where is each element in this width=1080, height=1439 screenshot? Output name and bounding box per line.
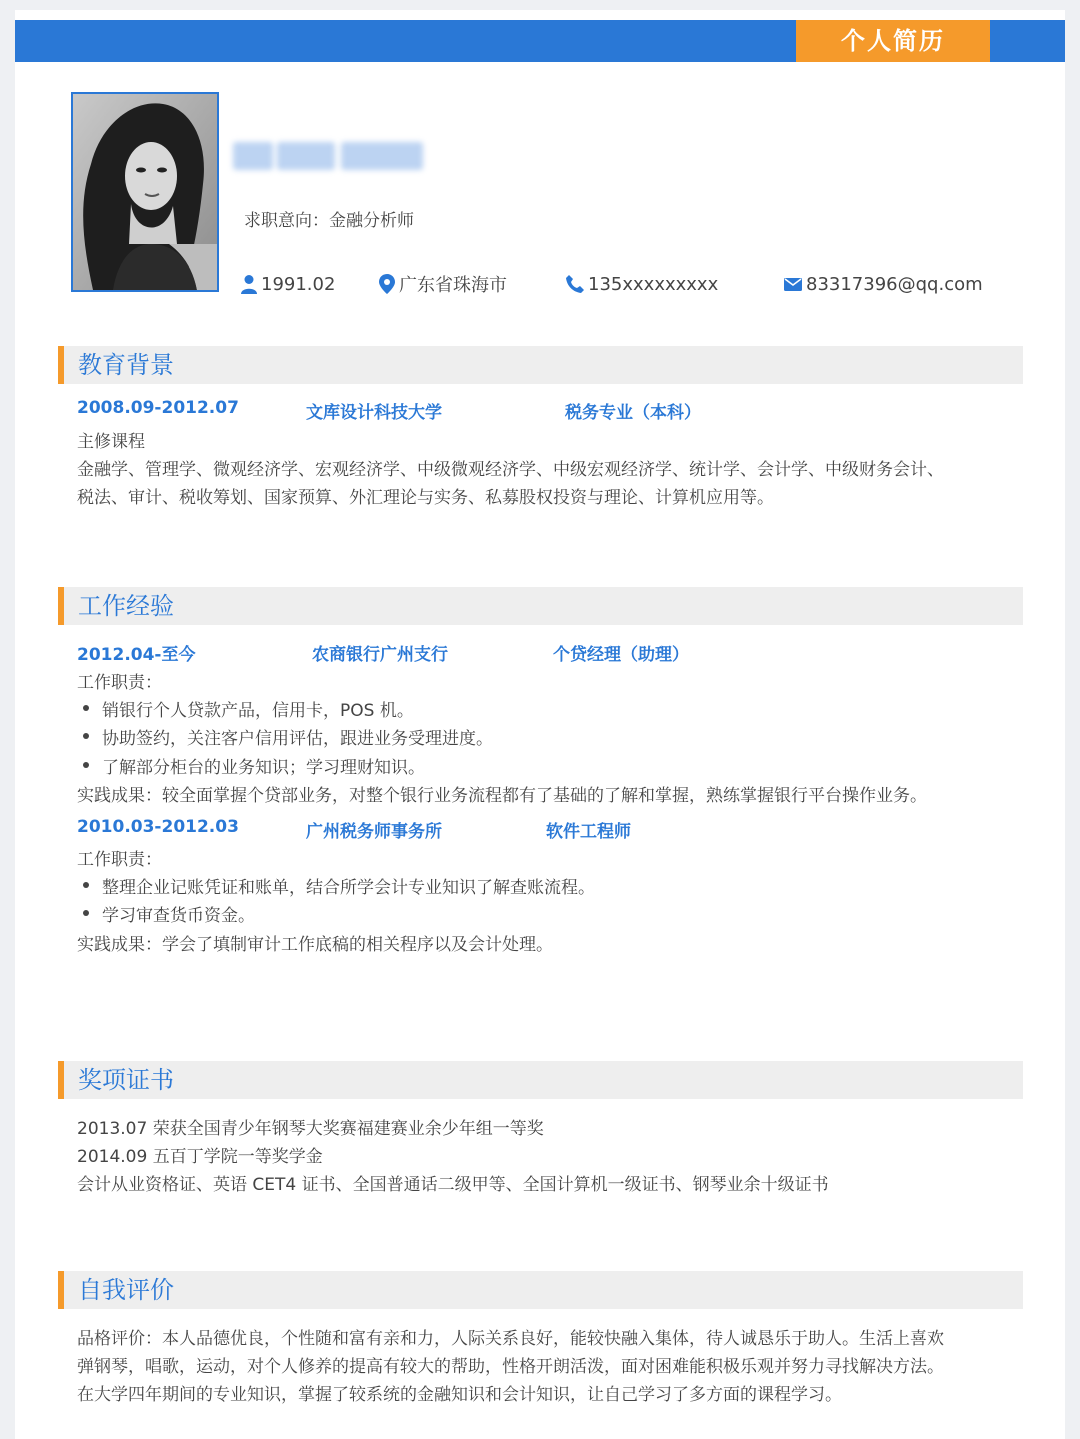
person-icon	[240, 274, 258, 294]
section-accent-bar	[58, 1271, 64, 1309]
header-bar	[15, 20, 1065, 62]
mail-icon	[783, 276, 803, 292]
awards-title: 奖项证书	[78, 1066, 174, 1094]
courses-line: 金融学、管理学、微观经济学、宏观经济学、中级微观经济学、中级宏观经济学、统计学、会计学、中级财务会计、	[77, 460, 944, 480]
phone-info	[565, 272, 718, 296]
awards-section-header	[58, 1061, 1023, 1099]
phone-number: 135xxxxxxxxx	[588, 273, 719, 295]
birth-date: 1991.02	[261, 273, 336, 295]
section-accent-bar	[58, 346, 64, 384]
duty-item: 协助签约，关注客户信用评估，跟进业务受理进度。	[102, 729, 493, 749]
duty-item: 学习审查货币资金。	[102, 906, 255, 926]
duty-item: 了解部分柜台的业务知识；学习理财知识。	[102, 758, 425, 778]
education-title: 教育背景	[78, 351, 174, 379]
phone-icon	[565, 274, 585, 294]
resume-page	[15, 10, 1065, 1439]
job-intent-value: 金融分析师	[329, 211, 414, 231]
section-accent-bar	[58, 1061, 64, 1099]
self-eval-line: 品格评价：本人品德优良，个性随和富有亲和力，人际关系良好，能较快融入集体，待人诚恳乐于助人。生活上喜欢	[77, 1329, 944, 1349]
name-blurred	[233, 134, 423, 180]
location: 广东省珠海市	[399, 275, 507, 296]
resume-title: 个人简历	[796, 20, 990, 62]
location-info	[378, 272, 507, 296]
job-company: 广州税务师事务所	[306, 822, 442, 842]
job-period: 2010.03-2012.03	[77, 817, 239, 837]
award-line: 2014.09 五百丁学院一等奖学金	[77, 1147, 323, 1167]
work-section-header	[58, 587, 1023, 625]
duty-label: 工作职责：	[77, 673, 162, 693]
location-pin-icon	[378, 273, 396, 295]
email-info	[783, 272, 983, 296]
self-eval-section-header	[58, 1271, 1023, 1309]
bullet-dot	[83, 733, 89, 739]
birth-info	[240, 272, 335, 296]
self-eval-line: 弹钢琴，唱歌，运动，对个人修养的提高有较大的帮助，性格开朗活泼，面对困难能积极乐观并努力寻找解决方法。	[77, 1357, 944, 1377]
duty-item: 销银行个人贷款产品，信用卡，POS 机。	[102, 701, 414, 721]
job-intent	[244, 206, 414, 231]
award-line: 2013.07 荣获全国青少年钢琴大奖赛福建赛业余少年组一等奖	[77, 1119, 544, 1139]
award-line: 会计从业资格证、英语 CET4 证书、全国普通话二级甲等、全国计算机一级证书、钢琴业余十级证书	[77, 1175, 829, 1195]
education-school: 文库设计科技大学	[306, 403, 442, 423]
bullet-dot	[83, 705, 89, 711]
job-company: 农商银行广州支行	[312, 645, 448, 665]
job-intent-label: 求职意向：	[244, 211, 329, 231]
job-role: 软件工程师	[546, 822, 631, 842]
job-result: 实践成果：较全面掌握个贷部业务，对整个银行业务流程都有了基础的了解和掌握，熟练掌握银行平台操作业务。	[77, 786, 927, 806]
email-address: 83317396@qq.com	[806, 273, 983, 295]
self-eval-title: 自我评价	[78, 1276, 174, 1304]
education-major: 税务专业（本科）	[565, 403, 701, 423]
education-period: 2008.09-2012.07	[77, 398, 239, 418]
self-eval-line: 在大学四年期间的专业知识，掌握了较系统的金融知识和会计知识，让自己学习了多方面的课程学习。	[77, 1385, 842, 1405]
duty-label: 工作职责：	[77, 850, 162, 870]
profile-photo	[71, 92, 219, 292]
bullet-dot	[83, 910, 89, 916]
courses-line: 税法、审计、税收筹划、国家预算、外汇理论与实务、私募股权投资与理论、计算机应用等。	[77, 488, 774, 508]
job-role: 个贷经理（助理）	[553, 645, 689, 665]
section-accent-bar	[58, 587, 64, 625]
job-result: 实践成果：学会了填制审计工作底稿的相关程序以及会计处理。	[77, 935, 553, 955]
bullet-dot	[83, 882, 89, 888]
bullet-dot	[83, 762, 89, 768]
courses-label: 主修课程	[77, 432, 145, 452]
duty-item: 整理企业记账凭证和账单，结合所学会计专业知识了解查账流程。	[102, 878, 595, 898]
work-title: 工作经验	[78, 592, 174, 620]
job-period: 2012.04-至今	[77, 645, 196, 665]
education-section-header	[58, 346, 1023, 384]
